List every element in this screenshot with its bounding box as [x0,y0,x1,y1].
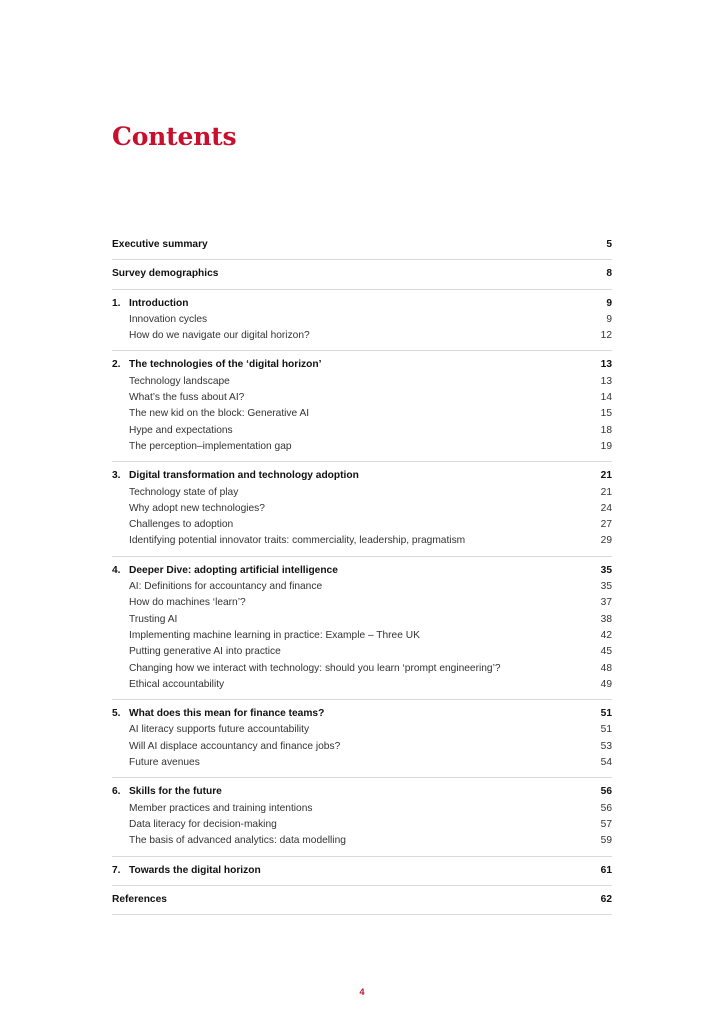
toc-entry[interactable] [112,892,612,908]
toc-subentry[interactable] [112,501,612,517]
toc-subentry-label: Future avenues [129,757,200,769]
toc-entry-label: Digital transformation and technology adoption [129,470,359,482]
section-number: 3. [112,470,121,482]
toc-subentry-page: 18 [600,424,612,436]
toc-entry-page: 51 [600,708,612,720]
toc-subentry-label: Technology state of play [129,486,239,498]
toc-subentry[interactable] [112,579,612,595]
toc-entry-label: Skills for the future [129,786,222,798]
toc-subentry[interactable] [112,390,612,406]
toc-subentry[interactable] [112,628,612,644]
toc-subentry-page: 59 [600,835,612,847]
page-title: Contents [112,122,237,151]
toc-subentry-label: Why adopt new technologies? [129,502,265,514]
toc-subentry-page: 49 [600,678,612,690]
toc-subentry[interactable] [112,485,612,501]
toc-subentry-label: Putting generative AI into practice [129,646,281,658]
toc-subentry[interactable] [112,423,612,439]
toc-section [112,468,612,556]
toc-subentry-page: 51 [600,724,612,736]
toc-subentry[interactable] [112,833,612,849]
toc-subentry[interactable] [112,517,612,533]
toc-entry-label: The technologies of the ‘digital horizon’ [129,359,322,371]
toc-entry-page: 9 [606,297,612,309]
toc-entry[interactable] [112,563,612,579]
section-number: 7. [112,864,121,876]
toc-entry[interactable] [112,237,612,253]
toc-subentry-page: 57 [600,818,612,830]
section-number: 6. [112,786,121,798]
toc-subentry-page: 48 [600,662,612,674]
toc-entry-label: Introduction [129,297,189,309]
page-number: 4 [359,987,365,997]
toc-subentry-label: The new kid on the block: Generative AI [129,408,310,420]
toc-subentry[interactable] [112,439,612,455]
toc-subentry[interactable] [112,722,612,738]
toc-subentry-label: Will AI displace accountancy and finance jobs? [129,740,341,752]
toc-entry[interactable] [112,863,612,879]
toc-entry-page: 21 [600,470,612,482]
toc-subentry[interactable] [112,817,612,833]
toc-subentry[interactable] [112,374,612,390]
toc-entry[interactable] [112,468,612,484]
toc-entry-label: Deeper Dive: adopting artificial intelligence [129,564,338,576]
toc-subentry-label: The perception–implementation gap [129,440,292,452]
toc-subentry-page: 35 [600,581,612,593]
toc-subentry-page: 45 [600,646,612,658]
toc-subentry-page: 12 [600,330,612,342]
toc-subentry-label: What’s the fuss about AI? [129,392,245,404]
toc-subentry-page: 21 [600,486,612,498]
toc-entry-label: Towards the digital horizon [129,864,261,876]
toc-subentry-label: Member practices and training intentions [129,802,313,814]
toc-subentry[interactable] [112,312,612,328]
toc-subentry[interactable] [112,661,612,677]
toc-subentry-label: AI literacy supports future accountability [129,724,310,736]
toc-subentry-page: 53 [600,740,612,752]
table-of-contents [112,237,612,921]
toc-entry-label: References [112,893,167,905]
toc-subentry-page: 27 [600,519,612,531]
toc-entry-page: 8 [606,268,612,280]
toc-subentry-label: AI: Definitions for accountancy and finance [129,581,323,593]
toc-subentry-label: How do we navigate our digital horizon? [129,330,310,342]
toc-entry[interactable] [112,784,612,800]
toc-section [112,563,612,700]
toc-section [112,863,612,886]
toc-entry-label: Executive summary [112,239,208,250]
toc-section [112,706,612,778]
toc-section [112,237,612,260]
toc-subentry[interactable] [112,406,612,422]
toc-entry[interactable] [112,357,612,373]
toc-subentry-label: Data literacy for decision-making [129,818,277,830]
toc-entry-page: 13 [600,359,612,371]
toc-subentry-page: 42 [600,629,612,641]
section-number: 5. [112,708,121,720]
toc-subentry-page: 14 [600,392,612,404]
section-number: 1. [112,297,121,309]
toc-subentry-label: Hype and expectations [129,424,233,436]
toc-subentry[interactable] [112,739,612,755]
toc-subentry-label: How do machines ‘learn’? [129,597,246,609]
toc-section [112,266,612,289]
toc-entry-page: 5 [606,239,612,250]
toc-subentry[interactable] [112,677,612,693]
toc-entry-page: 56 [600,786,612,798]
toc-entry-label: What does this mean for finance teams? [129,708,325,720]
toc-subentry[interactable] [112,755,612,771]
toc-subentry-page: 38 [600,613,612,625]
toc-section [112,296,612,352]
toc-section [112,892,612,915]
toc-subentry-page: 54 [600,757,612,769]
toc-subentry-page: 37 [600,597,612,609]
section-number: 2. [112,359,121,371]
toc-subentry-label: Technology landscape [129,375,230,387]
toc-subentry[interactable] [112,328,612,344]
toc-entry-page: 62 [600,893,612,905]
toc-subentry-label: Challenges to adoption [129,519,234,531]
toc-subentry-label: The basis of advanced analytics: data modelling [129,835,346,847]
toc-entry-label: Survey demographics [112,268,219,280]
toc-entry[interactable] [112,706,612,722]
toc-section [112,784,612,856]
toc-subentry[interactable] [112,612,612,628]
toc-subentry[interactable] [112,801,612,817]
toc-entry-page: 35 [600,564,612,576]
toc-subentry-label: Ethical accountability [129,678,225,690]
toc-subentry-page: 15 [600,408,612,420]
toc-subentry-label: Innovation cycles [129,313,208,325]
section-number: 4. [112,564,121,576]
toc-subentry-page: 29 [600,535,612,547]
toc-subentry-page: 13 [600,375,612,387]
toc-subentry[interactable] [112,644,612,660]
toc-subentry-label: Identifying potential innovator traits: commerciality, leadership, pragmatism [129,535,466,547]
toc-entry[interactable] [112,266,612,282]
toc-subentry[interactable] [112,595,612,611]
toc-section [112,357,612,462]
toc-subentry-page: 9 [606,313,612,325]
toc-subentry-page: 56 [600,802,612,814]
toc-entry[interactable] [112,296,612,312]
toc-subentry-page: 24 [600,502,612,514]
toc-entry-page: 61 [600,864,612,876]
toc-subentry-page: 19 [600,440,612,452]
toc-subentry-label: Implementing machine learning in practice: Example – Three UK [129,629,420,641]
toc-subentry-label: Changing how we interact with technology: should you learn ‘prompt engineering’? [129,662,501,674]
toc-subentry[interactable] [112,533,612,549]
toc-subentry-label: Trusting AI [129,613,178,625]
